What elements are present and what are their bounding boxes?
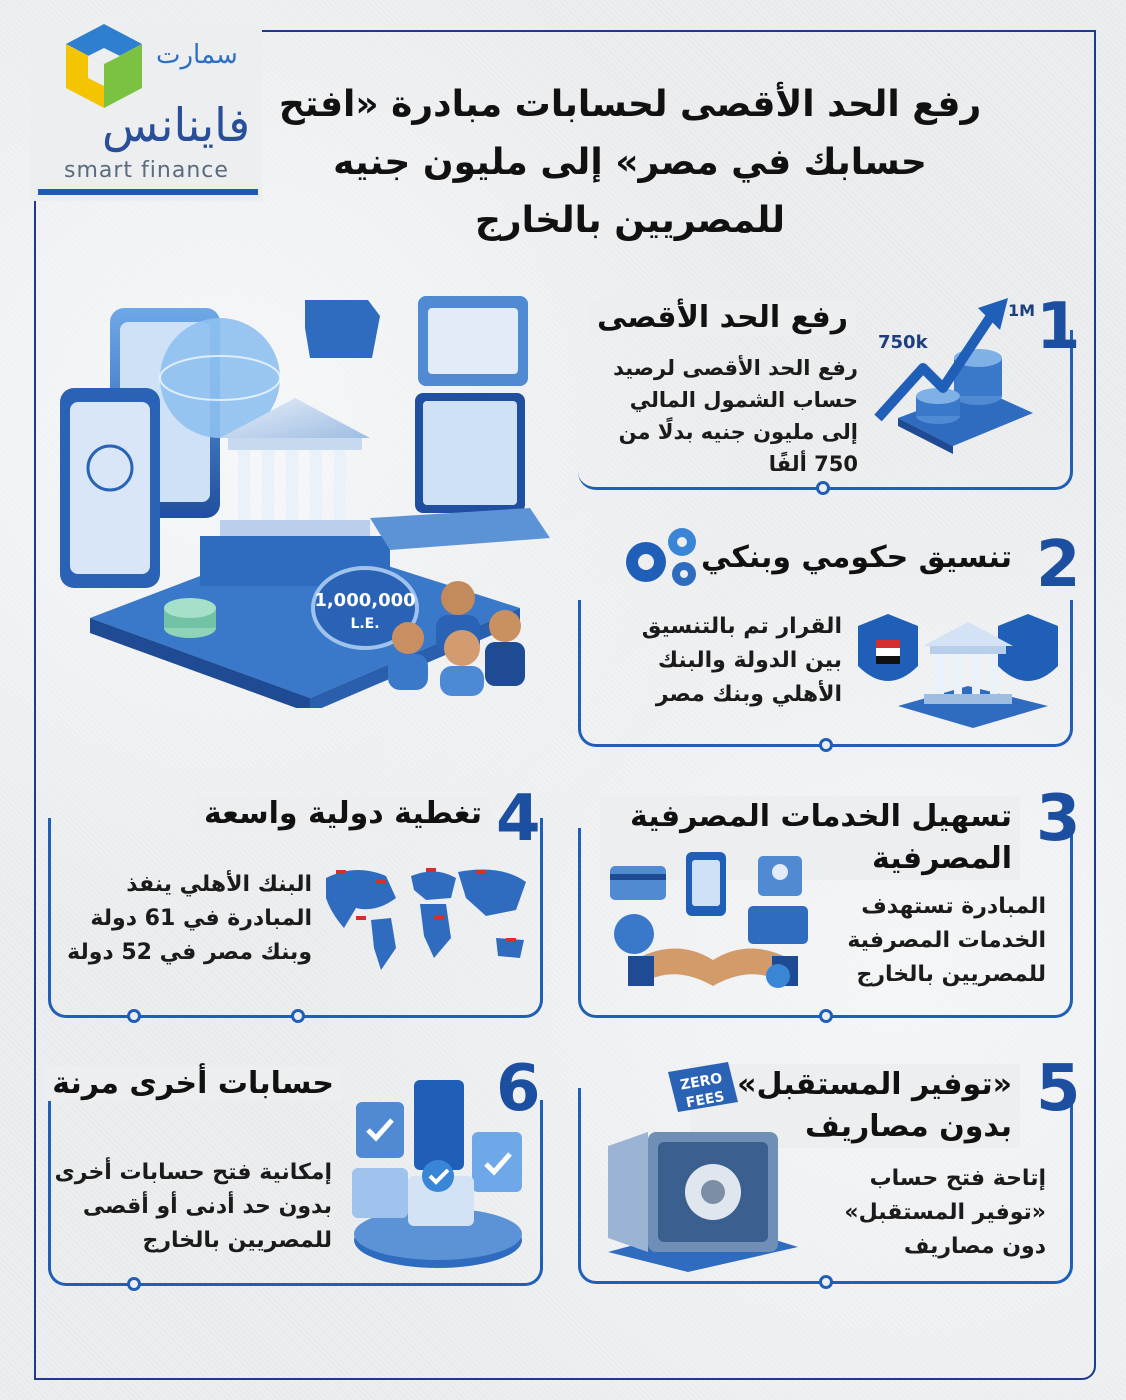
card-6-number: 6 (496, 1052, 541, 1126)
card-2-title: تنسيق حكومي وبنكي (693, 540, 1020, 575)
gears-icon (618, 522, 708, 592)
zero-label: ZERO (679, 1070, 724, 1094)
safe-illustration (598, 1062, 798, 1272)
card-3-number: 3 (1036, 782, 1081, 856)
label-750k: 750k (878, 332, 928, 353)
logo-arabic-main: فاينانس (102, 98, 251, 152)
card-3-body: المبادرة تستهدف الخدمات المصرفية للمصريين بالخارج (847, 894, 1046, 987)
card-5-number: 5 (1036, 1052, 1081, 1126)
logo-arabic-top: سمارت (156, 40, 238, 70)
logo-english: smart finance (64, 158, 229, 183)
card-1-body: رفع الحد الأقصى لرصيد حساب الشمول المالي إلى مليون جنيه بدلًا من 750 ألفًا (613, 356, 858, 476)
page-title: رفع الحد الأقصى لحسابات مبادرة «افتح حسابك في مصر» إلى مليون جنيه للمصريين بالخارج (278, 84, 982, 241)
fees-label: FEES (684, 1088, 726, 1112)
card-4-number: 4 (496, 782, 541, 856)
card-5-body: إتاحة فتح حساب «توفير المستقبل» دون مصاريف (844, 1166, 1046, 1259)
label-1m: 1M (1008, 301, 1036, 320)
card-6-title: حسابات أخرى مرنة (44, 1066, 342, 1101)
card-1-title: رفع الحد الأقصى (589, 300, 856, 335)
card-5-title: «توفير المستقبل» بدون مصاريف (690, 1064, 1020, 1148)
logo-underline (38, 189, 258, 195)
card-1-number: 1 (1036, 290, 1081, 364)
hero-illustration (50, 288, 550, 708)
hero-currency-label: L.E. (350, 616, 380, 632)
banking-services-illustration (608, 848, 818, 998)
card-3-title: تسهيل الخدمات المصرفية المصرفية (600, 796, 1020, 880)
accounts-illustration (348, 1072, 528, 1272)
card-4-body: البنك الأهلي ينفذ المبادرة في 61 دولة وبنك مصر في 52 دولة (67, 872, 312, 965)
growth-chart-illustration (868, 288, 1038, 458)
card-2-body: القرار تم بالتنسيق بين الدولة والبنك الأهلي وبنك مصر (641, 614, 842, 707)
hero-amount-label: 1,000,000 (314, 590, 416, 611)
world-map-illustration (316, 858, 536, 978)
brand-logo (38, 10, 258, 195)
card-4-title: تغطية دولية واسعة (196, 796, 490, 831)
bank-shield-illustration (858, 606, 1058, 730)
card-2-number: 2 (1036, 528, 1081, 602)
card-6-body: إمكانية فتح حسابات أخرى بدون حد أدنى أو أقصى للمصريين بالخارج (54, 1160, 332, 1253)
